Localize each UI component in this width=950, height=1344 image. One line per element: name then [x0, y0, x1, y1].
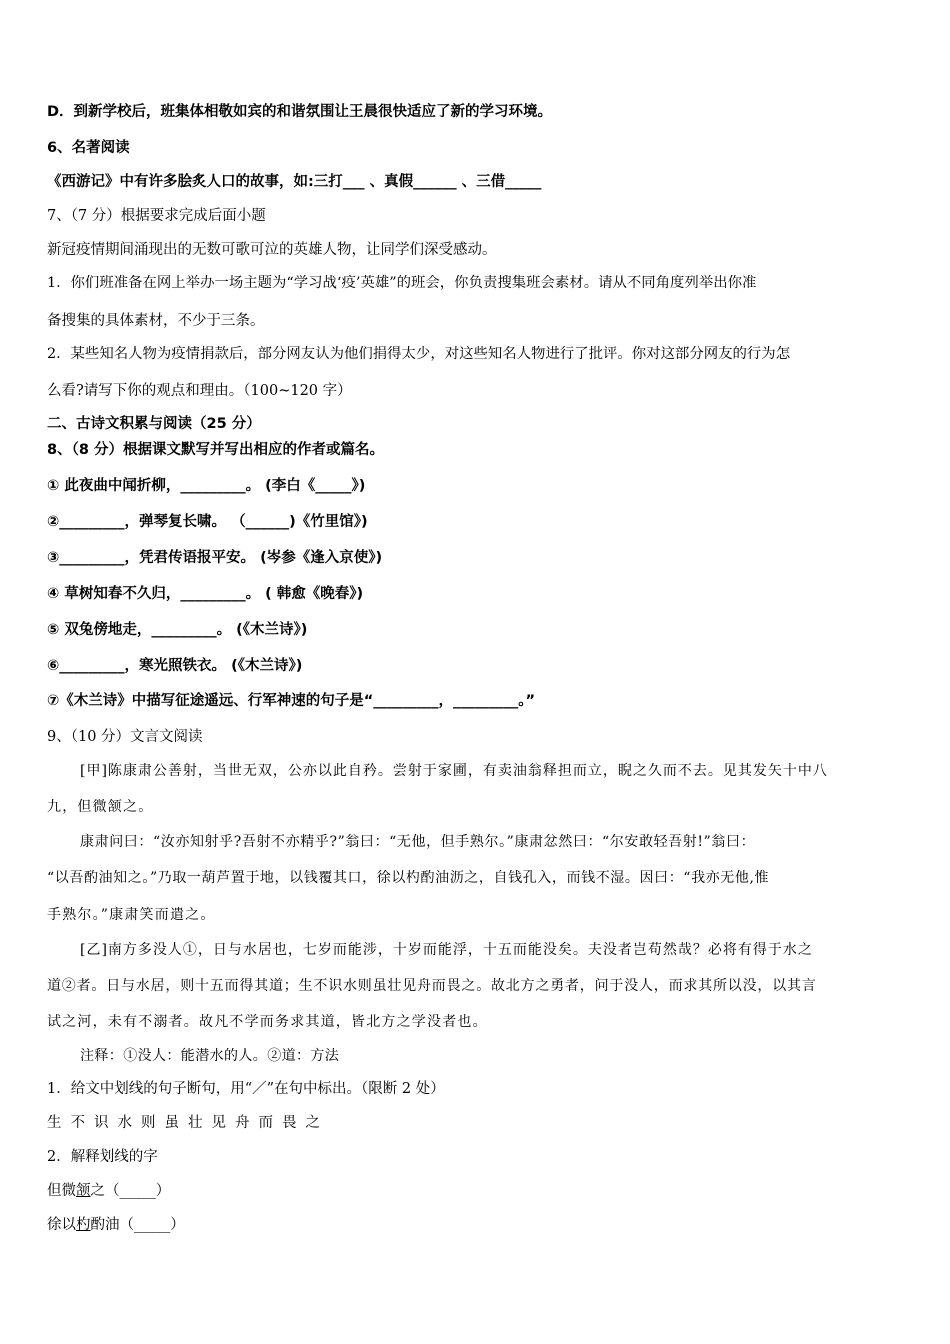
q7-item2-line1: 2．某些知名人物为疫情捐款后，部分网友认为他们捐得太少，对这些知名人物进行了批评。你对这部分网友的行为怎 — [47, 346, 791, 362]
q9-word2 — [47, 1215, 185, 1235]
q7-item2-line2: 么看?请写下你的观点和理由。（100~120 字） — [47, 383, 352, 399]
option-d-text: 到新学校后，班集体相敬如宾的和谐氛围让王晨很快适应了新的学习环境。 — [73, 104, 553, 120]
q9-jia-line5: 手熟尔。”康肃笑而遣之。 — [47, 907, 216, 923]
q7-heading: 7、（7 分）根据要求完成后面小题 — [47, 208, 266, 224]
q8-item: ②_________，弹琴复长啸。 （______)《竹里馆》) — [47, 514, 368, 530]
q9-sub2: 2．解释划线的字 — [47, 1149, 158, 1165]
q9-word1 — [47, 1181, 170, 1201]
q7-intro: 新冠疫情期间涌现出的无数可歌可泣的英雄人物，让同学们深受感动。 — [47, 242, 497, 258]
q9-sub1: 1．给文中划线的句子断句，用“／”在句中标出。（限断 2 处） — [47, 1081, 445, 1097]
q8-item: ⑦《木兰诗》中描写征途遥远、行军神速的句子是“_________，_________。” — [47, 693, 536, 709]
q7-item1-line2: 备搜集的具体素材，不少于三条。 — [47, 313, 265, 329]
q9-heading: 9、（10 分）文言文阅读 — [47, 729, 203, 745]
q8-item: ④ 草树知春不久归，_________。 ( 韩愈《晚春》) — [47, 586, 364, 602]
q9-yi-line3: 试之河，未有不溺者。故凡不学而务求其道，皆北方之学没者也。 — [47, 1014, 488, 1030]
q9-sub1-sentence: 生不识水则虽壮见舟而畏之 — [47, 1115, 329, 1131]
q9-word1-key: 颔 — [76, 1183, 91, 1199]
q9-word2-post: 酌油（_____） — [90, 1217, 185, 1233]
q6-body: 《西游记》中有许多脍炙人口的故事，如:三打___ 、真假______ 、三借_____ — [47, 174, 542, 190]
q9-jia-line4: “以吾酌油知之。”乃取一葫芦置于地，以钱覆其口，徐以杓酌油沥之，自钱孔入，而钱不湿。因曰：“我亦无他,惟 — [47, 870, 770, 886]
q9-word1-post: 之（_____） — [90, 1183, 171, 1199]
q8-item: ③_________，凭君传语报平安。 (岑参《逢入京使》) — [47, 550, 383, 566]
section2-heading: 二、古诗文积累与阅读（25 分） — [47, 416, 261, 432]
q8-item: ① 此夜曲中闻折柳，_________。 (李白《_____》) — [47, 478, 366, 494]
q9-note: 注释：①没人：能潜水的人。②道：方法 — [80, 1048, 340, 1064]
q6-heading: 6、名著阅读 — [47, 140, 130, 156]
q8-item: ⑥_________，寒光照铁衣。 (《木兰诗》) — [47, 658, 303, 674]
q9-jia-line1: [甲]陈康肃公善射，当世无双，公亦以此自矜。尝射于家圃，有卖油翁释担而立，睨之久而不去。见其发矢十中八 — [80, 763, 828, 779]
q9-word1-pre: 但微 — [47, 1183, 76, 1199]
q9-jia-line3: 康肃问曰：“汝亦知射乎?吾射不亦精乎?”翁曰：“无他，但手熟尔。”康肃忿然曰：“尔安敢轻吾射!”翁曰： — [80, 834, 756, 850]
option-d-label: D． — [47, 104, 74, 120]
q9-yi-line1: [乙]南方多没人①，日与水居也，七岁而能涉，十岁而能浮，十五而能没矣。夫没者岂苟然哉？必将有得于水之 — [80, 942, 813, 958]
q7-item1-line1: 1．你们班准备在网上举办一场主题为“学习战‘疫’英雄”的班会，你负责搜集班会素材。请从不同角度列举出你准 — [47, 275, 757, 291]
q8-heading: 8、（8 分）根据课文默写并写出相应的作者或篇名。 — [47, 442, 384, 458]
q9-word2-pre: 徐以 — [47, 1217, 76, 1233]
q9-word2-key: 杓 — [76, 1217, 91, 1233]
q9-jia-line2: 九，但微颔之。 — [47, 799, 154, 815]
q8-item: ⑤ 双兔傍地走，_________。 (《木兰诗》) — [47, 622, 308, 638]
option-d — [47, 102, 552, 122]
q9-yi-line2: 道②者。日与水居，则十五而得其道；生不识水则虽壮见舟而畏之。故北方之勇者，问于没人，而求其所以没，以其言 — [47, 978, 817, 994]
